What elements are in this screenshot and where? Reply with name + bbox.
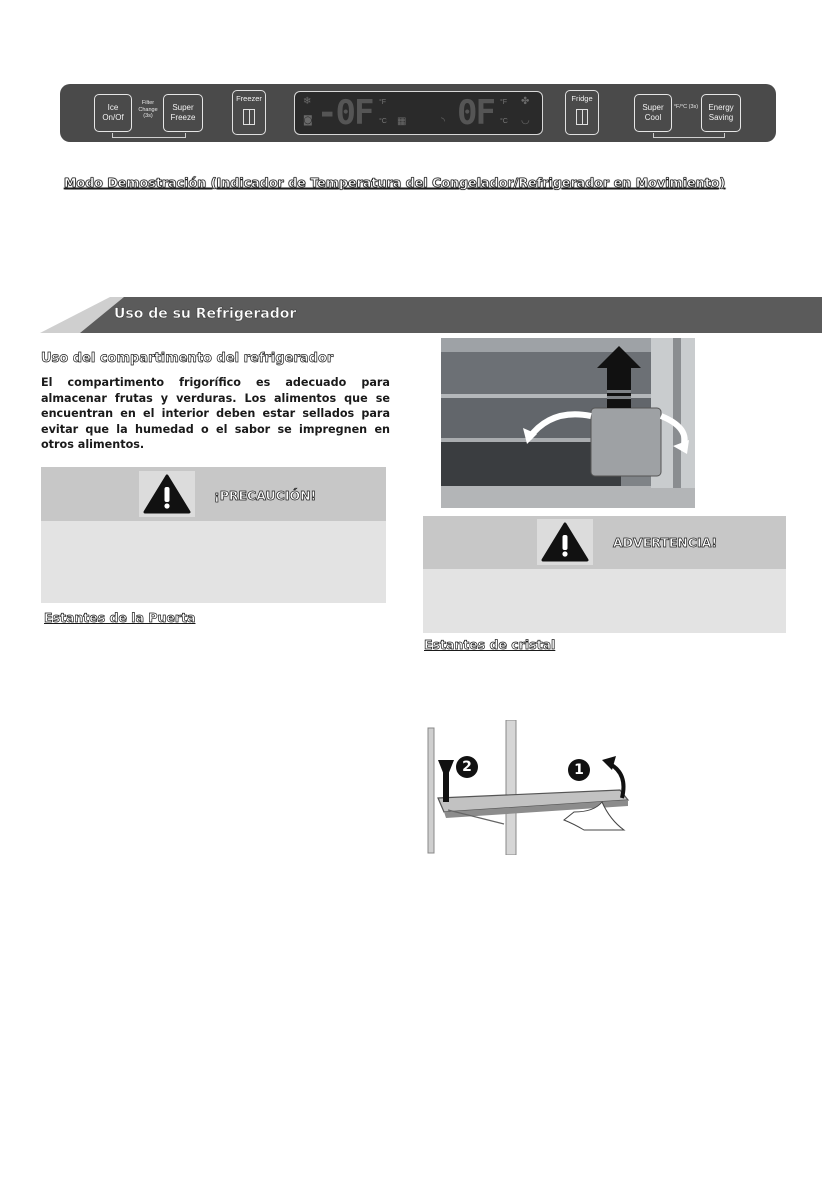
fridge-label: Fridge: [571, 94, 593, 103]
lock-icon: ▦: [397, 116, 407, 127]
freezer-door-icon: [243, 109, 255, 125]
glass-shelf-illustration: [424, 720, 636, 855]
freezer-unit-f: °F: [379, 99, 387, 106]
fan-icon: ✤: [521, 96, 530, 107]
super-freeze-label: Super Freeze: [170, 103, 196, 122]
super-freeze-button[interactable]: [163, 94, 203, 132]
door-shelves-heading: Estantes de la Puerta: [44, 610, 196, 625]
energy-saving-button[interactable]: [701, 94, 741, 132]
caution-body: [41, 521, 386, 603]
wifi-icon: ◝: [441, 116, 445, 127]
glass-shelves-heading: Estantes de cristal: [424, 637, 556, 652]
step-1-badge: 1: [568, 759, 590, 781]
step-2-badge: 2: [456, 756, 478, 778]
filter-change-label: Filter Change (3s): [138, 100, 158, 119]
demo-mode-title: Modo Demostración (Indicador de Temperatura del Congelador/Refrigerador en Movimiento): [64, 175, 726, 190]
section-banner: [40, 297, 822, 333]
control-panel: [60, 84, 776, 142]
caution-box: [41, 467, 386, 603]
freezer-temp: -0F: [317, 93, 373, 133]
ice-button-label: Ice On/Of: [102, 103, 124, 122]
warning-box: [423, 516, 786, 633]
snowflake-icon: ❄: [303, 96, 312, 107]
caution-icon: [139, 471, 195, 517]
fridge-unit-f: °F: [500, 99, 508, 106]
freezer-button[interactable]: [232, 90, 266, 135]
energy-icon: ◡: [521, 115, 530, 126]
fridge-button[interactable]: [565, 90, 599, 135]
ice-cube-icon: ◙: [303, 115, 313, 126]
fridge-unit-c: °C: [500, 118, 508, 125]
warning-title: ADVERTENCIA!: [613, 535, 718, 550]
freezer-unit-c: °C: [379, 118, 387, 125]
button-bracket: [653, 133, 725, 138]
section-title: Uso de su Refrigerador: [114, 306, 297, 322]
fridge-drawer-photo: [441, 338, 695, 508]
unit-switch-label: °F/°C (3s): [673, 104, 699, 110]
fridge-compartment-heading: Uso del compartimento del refrigerador: [41, 351, 334, 366]
temperature-display: [294, 91, 543, 135]
warning-header: [423, 516, 786, 569]
super-cool-label: Super Cool: [642, 103, 664, 122]
warning-body: [423, 569, 786, 633]
fridge-compartment-paragraph: El compartimento frigorífico es adecuado para almacenar frutas y verduras. Los alimentos que se encuentran en el interior deben estar sellados para evitar que la humedad o el sabor se impregnen en otros alimentos.: [41, 376, 390, 451]
caution-title: ¡PRECAUCIÓN!: [214, 488, 317, 503]
fridge-door-icon: [576, 109, 588, 125]
energy-saving-label: Energy Saving: [708, 103, 734, 122]
warning-icon: [537, 519, 593, 565]
super-cool-button[interactable]: [634, 94, 672, 132]
freezer-label: Freezer: [236, 94, 262, 103]
fridge-temp: 0F: [457, 93, 494, 133]
ice-on-off-button[interactable]: [94, 94, 132, 132]
button-bracket: [112, 133, 186, 138]
